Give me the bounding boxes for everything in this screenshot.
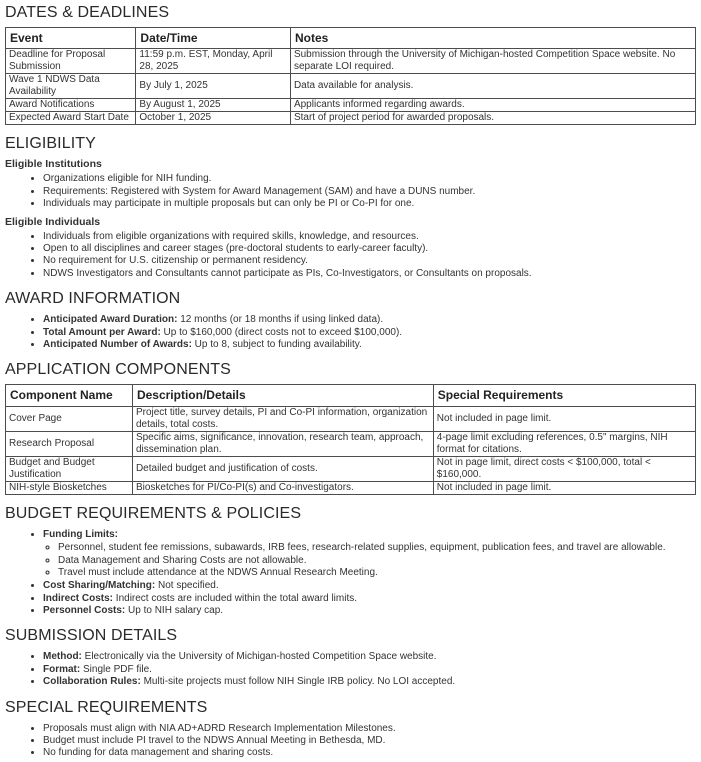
list-item [43,676,696,688]
table-cell: By July 1, 2025 [136,74,291,99]
subheading-eligible-institutions: Eligible Institutions [5,158,102,171]
table-row [6,481,696,494]
eligible-individuals-list [5,231,696,281]
table-cell: Research Proposal [6,431,133,456]
table-cell: Wave 1 NDWS Data Availability [6,74,136,99]
sub-list-item: ◦ Travel must include attendance at the NDWS Annual Research Meeting. [58,567,696,579]
table-cell: Not included in page limit. [433,406,695,431]
section-title-application-components: APPLICATION COMPONENTS [5,361,231,379]
table-row [6,431,696,456]
list-item [43,327,696,339]
section-title-eligibility: ELIGIBILITY [5,135,96,153]
item-text: Not specified. [155,580,219,592]
table-row [6,99,696,112]
list-item: • Individuals may participate in multiple proposals but can only be PI or Co-PI for one. [43,198,696,210]
section-application-components [5,362,696,494]
table-cell: 4-page limit excluding references, 0.5" margins, NIH format for citations. [433,431,695,456]
item-text: Multi-site projects must follow NIH Single IRB policy. No LOI accepted. [140,676,456,688]
list-item [43,593,696,605]
table-cell: Submission through the University of Michigan-hosted Competition Space website. No separate LOI required. [290,49,695,74]
section-submission-details [5,628,696,688]
table-cell: Specific aims, significance, innovation, research team, approach, dissemination plan. [132,431,433,456]
list-item: • Individuals from eligible organizations with required skills, knowledge, and resources. [43,231,696,243]
award-information-list [5,314,696,351]
table-cell: Award Notifications [6,99,136,112]
table-cell: Deadline for Proposal Submission [6,49,136,74]
item-text: Up to 8, subject to funding availability. [191,338,362,350]
table-cell: Not included in page limit. [433,481,695,494]
item-text: 12 months (or 18 months if using linked data). [177,314,384,326]
table-row [6,74,696,99]
column-header-date-time: Date/Time [136,28,291,49]
table-cell: Not in page limit, direct costs < $100,000, total < $160,000. [433,456,695,481]
section-award-information [5,291,696,351]
column-header-description-details: Description/Details [132,385,433,406]
list-item [43,580,696,592]
item-label: Indirect Costs: [43,592,114,604]
item-label: Cost Sharing/Matching: [43,580,156,592]
special-requirements-list [5,723,696,760]
section-title-budget-requirements: BUDGET REQUIREMENTS & POLICIES [5,504,302,522]
list-item: • Proposals must align with NIA AD+ADRD Research Implementation Milestones. [43,723,696,735]
list-item [43,529,696,580]
list-item [43,664,696,676]
column-header-component-name: Component Name [6,385,133,406]
section-special-requirements [5,700,696,760]
table-cell: Budget and Budget Justification [6,456,133,481]
application-components-table [5,384,696,494]
table-cell: Data available for analysis. [290,74,695,99]
table-row [6,406,696,431]
list-item: • Open to all disciplines and career stages (pre-doctoral students to early-career faculty). [43,243,696,255]
table-cell: Project title, survey details, PI and Co-PI information, organization details, total costs. [132,406,433,431]
column-header-special-requirements: Special Requirements [433,385,695,406]
table-cell: NIH-style Biosketches [6,481,133,494]
section-title-dates-deadlines: DATES & DEADLINES [5,4,170,21]
list-item [43,339,696,351]
item-text: Single PDF file. [80,663,152,675]
list-item: • Requirements: Registered with System for Award Management (SAM) and have a DUNS number. [43,186,696,198]
list-item [43,605,696,617]
column-header-event: Event [6,28,136,49]
table-cell: October 1, 2025 [136,112,291,125]
table-cell: Detailed budget and justification of costs. [132,456,433,481]
item-label: Funding Limits: [43,528,118,540]
list-item: • Budget must include PI travel to the NDWS Annual Meeting in Bethesda, MD. [43,735,696,747]
list-item: • No funding for data management and sharing costs. [43,747,696,759]
item-label: Total Amount per Award: [43,326,161,338]
list-item: • NDWS Investigators and Consultants cannot participate as PIs, Co-Investigators, or Consultants on proposals. [43,268,696,280]
budget-requirements-list [5,529,696,618]
funding-limits-sublist [43,542,696,579]
item-text: Indirect costs are included within the total award limits. [113,592,358,604]
list-item: • Organizations eligible for NIH funding. [43,173,696,185]
table-row [6,456,696,481]
table-cell: 11:59 p.m. EST, Monday, April 28, 2025 [136,49,291,74]
item-text: Up to $160,000 (direct costs not to exceed $100,000). [160,326,403,338]
section-budget-requirements [5,506,696,618]
section-eligibility [5,136,696,280]
table-cell: Biosketches for PI/Co-PI(s) and Co-investigators. [132,481,433,494]
item-label: Format: [43,663,81,675]
table-row [6,49,696,74]
item-label: Collaboration Rules: [43,676,141,688]
sub-list-item: ◦ Personnel, student fee remissions, subawards, IRB fees, research-related supplies, equipment, publication fees, and travel are allowable. [58,542,696,554]
table-row [6,112,696,125]
column-header-notes: Notes [290,28,695,49]
sub-list-item: ◦ Data Management and Sharing Costs are not allowable. [58,555,696,567]
list-item [43,651,696,663]
table-header-row [6,385,696,406]
section-title-award-information: AWARD INFORMATION [5,290,181,308]
item-text: Up to NIH salary cap. [125,605,224,617]
item-label: Anticipated Award Duration: [43,314,178,326]
eligible-institutions-list [5,173,696,210]
table-cell: By August 1, 2025 [136,99,291,112]
item-text: Electronically via the University of Michigan-hosted Competition Space website. [81,651,437,663]
table-cell: Cover Page [6,406,133,431]
table-cell: Start of project period for awarded proposals. [290,112,695,125]
item-label: Personnel Costs: [43,605,126,617]
item-label: Anticipated Number of Awards: [43,338,192,350]
submission-details-list [5,651,696,688]
dates-deadlines-table [5,27,696,125]
subheading-eligible-individuals: Eligible Individuals [5,215,101,228]
section-dates-deadlines [5,5,696,125]
table-header-row [6,28,696,49]
table-cell: Applicants informed regarding awards. [290,99,695,112]
section-title-submission-details: SUBMISSION DETAILS [5,627,178,645]
list-item: • No requirement for U.S. citizenship or permanent residency. [43,255,696,267]
item-label: Method: [43,651,82,663]
section-title-special-requirements: SPECIAL REQUIREMENTS [5,698,208,716]
table-cell: Expected Award Start Date [6,112,136,125]
list-item [43,314,696,326]
